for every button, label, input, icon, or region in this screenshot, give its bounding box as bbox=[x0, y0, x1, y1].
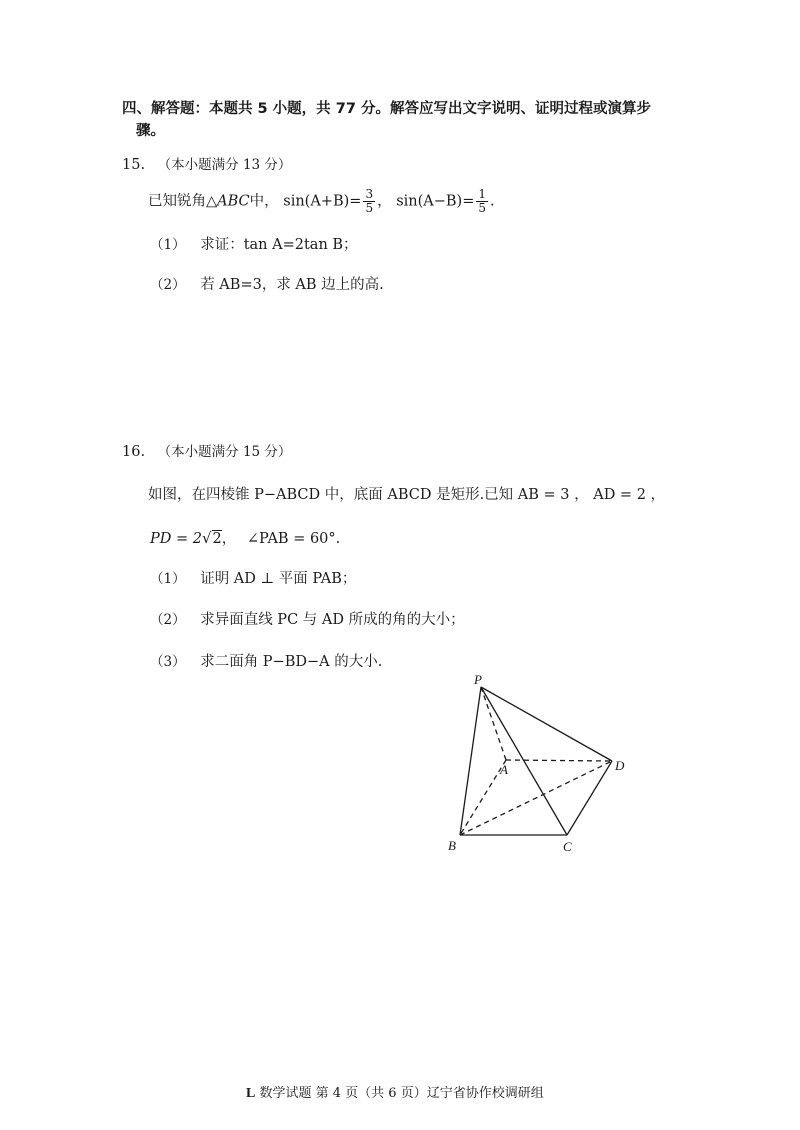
q16-pd-suffix: ， bbox=[221, 531, 237, 547]
q16-pd-root: 2 bbox=[212, 531, 222, 547]
label-P: P bbox=[474, 672, 482, 687]
q15-frac2-den: 5 bbox=[478, 201, 486, 215]
label-A: A bbox=[500, 762, 508, 777]
q15-part1-label: （1） bbox=[150, 237, 186, 253]
q15-stem-mid: 中， bbox=[249, 193, 279, 210]
q16-part1-text: 证明 AD ⊥ 平面 PAB； bbox=[200, 571, 357, 587]
q15-part1-text: 求证：tan A=2tan B； bbox=[200, 237, 358, 253]
section-title-line2: 骤。 bbox=[136, 123, 165, 139]
q15-frac1-num: 3 bbox=[365, 187, 374, 201]
edge-PB bbox=[460, 687, 481, 835]
footer-text: 数学试题 第 4 页（共 6 页）辽宁省协作校调研组 bbox=[259, 1086, 544, 1101]
q15-stem-prefix: 已知锐角 bbox=[148, 193, 206, 210]
label-C: C bbox=[563, 839, 572, 854]
page-footer bbox=[246, 1082, 544, 1102]
q15-part2-label: （2） bbox=[150, 277, 186, 293]
q16-part2-label: （2） bbox=[150, 612, 186, 628]
q16-part1-label: （1） bbox=[150, 571, 186, 587]
q15-sin-sum: sin(A+B)= bbox=[283, 193, 362, 210]
label-B: B bbox=[448, 838, 456, 853]
q15-number: 15. bbox=[122, 157, 146, 173]
q16-part3-text: 求二面角 P−BD−A 的大小. bbox=[200, 654, 383, 670]
q16-points: （本小题满分 15 分） bbox=[157, 444, 292, 460]
edge-CD bbox=[567, 761, 612, 835]
q16-angle: ∠PAB = 60°. bbox=[246, 531, 341, 547]
edge-AD bbox=[506, 760, 612, 761]
q16-number: 16. bbox=[122, 444, 146, 460]
q16-stem-line1: 如图，在四棱锥 P−ABCD 中，底面 ABCD 是矩形.已知 AB = 3 ， AD = 2 ， bbox=[148, 487, 666, 503]
section-title-line1: 四、解答题：本题共 5 小题，共 77 分。解答应写出文字说明、证明过程或演算步 bbox=[122, 101, 651, 117]
label-D: D bbox=[615, 758, 625, 773]
edge-PD bbox=[481, 687, 612, 761]
footer-letter: L bbox=[246, 1086, 256, 1101]
q15-frac2-num: 1 bbox=[478, 187, 486, 201]
q15-sep: ， bbox=[377, 193, 392, 210]
q15-stem-end: . bbox=[490, 193, 495, 210]
q15-triangle: △ABC bbox=[206, 193, 250, 210]
q16-pd-prefix: PD = 2 bbox=[150, 531, 202, 547]
sqrt-icon: √ bbox=[201, 529, 212, 547]
q15-points: （本小题满分 13 分） bbox=[157, 157, 292, 173]
q16-part2-text: 求异面直线 PC 与 AD 所成的角的大小； bbox=[200, 612, 465, 628]
q15-frac1-den: 5 bbox=[365, 201, 374, 215]
q15-sin-diff: sin(A−B)= bbox=[396, 193, 475, 210]
q15-part2-text: 若 AB=3，求 AB 边上的高. bbox=[200, 277, 384, 293]
q16-part3-label: （3） bbox=[150, 654, 186, 670]
